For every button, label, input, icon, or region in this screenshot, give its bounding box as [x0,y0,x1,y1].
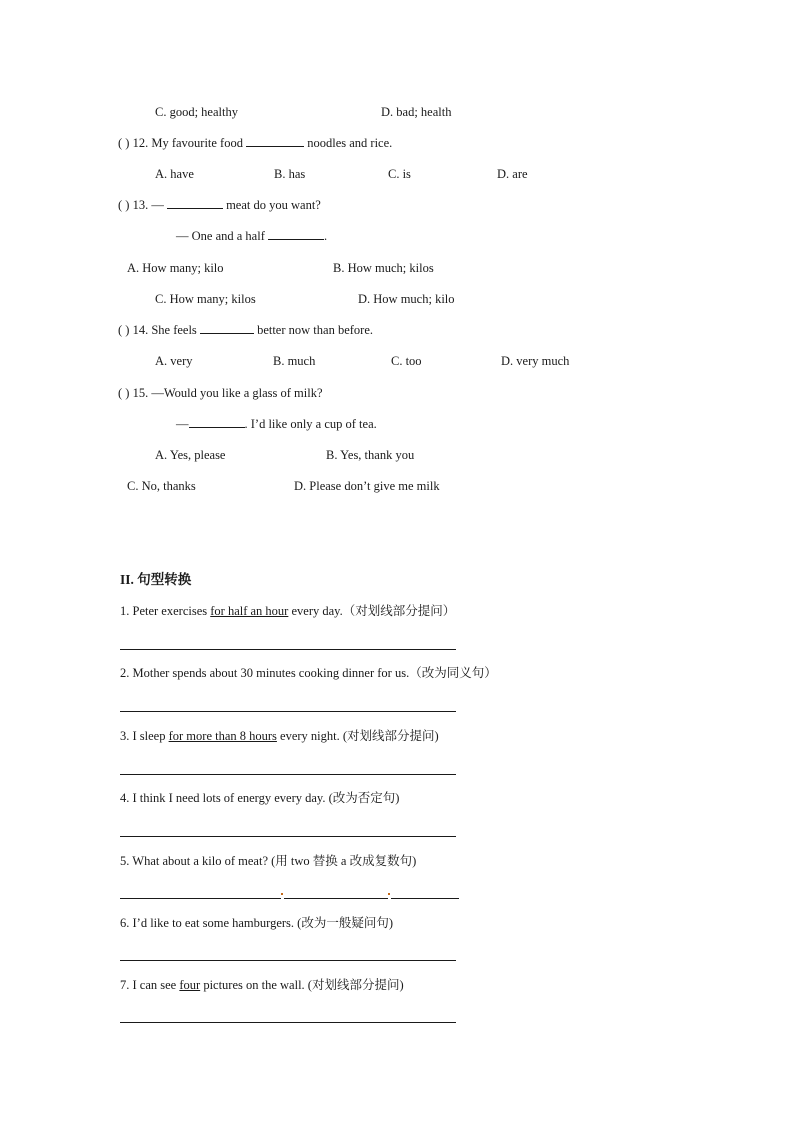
answer-text: . I’d like only a cup of tea. [244,417,377,431]
answer-line[interactable] [120,836,456,837]
answer-line-segment-1[interactable] [120,898,281,899]
comma-mark [388,893,390,895]
question-text: noodles and rice. [307,136,393,150]
answer-line[interactable] [120,960,456,961]
answer-text: . [323,229,328,243]
q13-option-c: C. How many; kilos [155,292,256,306]
fill-blank[interactable] [246,135,304,147]
q15-option-a: A. Yes, please [155,448,226,462]
q14-option-d: D. very much [501,354,570,368]
section-heading: II. 句型转换 [120,572,192,587]
answer-paren[interactable]: ( ) [118,323,130,337]
q13-stem [118,197,321,213]
q11-option-c: C. good; healthy [155,105,238,119]
q15-stem [118,385,323,401]
q14-option-a: A. very [155,354,193,368]
answer-line[interactable] [120,1022,456,1023]
q13-option-a: A. How many; kilo [127,261,224,275]
question-text: meat do you want? [226,198,321,212]
q11-option-d: D. bad; health [381,105,452,119]
question-text: 14. She feels [132,323,197,337]
q12-option-d: D. are [497,167,528,181]
underlined-phrase: for half an hour [210,604,289,618]
item-text: 7. I can see [120,978,180,992]
answer-paren[interactable]: ( ) [118,136,130,150]
question-text: 15. —Would you like a glass of milk? [132,386,323,400]
answer-line-segment-2[interactable] [284,898,388,899]
question-text: 13. — [132,198,164,212]
q12-option-c: C. is [388,167,411,181]
q15-option-c: C. No, thanks [127,479,196,493]
fill-blank[interactable] [189,416,245,428]
underlined-phrase: four [179,978,201,992]
item-text: 1. Peter exercises [120,604,211,618]
comma-mark [281,893,283,895]
transform-item-7 [120,977,404,993]
q14-option-b: B. much [273,354,316,368]
q13-option-d: D. How much; kilo [358,292,455,306]
question-text: 12. My favourite food [132,136,243,150]
answer-line[interactable] [120,649,456,650]
q12-option-a: A. have [155,167,194,181]
fill-blank[interactable] [268,228,324,240]
item-text: every day.（对划线部分提问） [288,604,456,618]
answer-line-segment-3[interactable] [391,898,459,899]
underlined-phrase: for more than 8 hours [168,729,277,743]
q13-answer [176,228,327,244]
transform-item-2: 2. Mother spends about 30 minutes cooking dinner for us.（改为同义句） [120,666,497,680]
answer-paren[interactable]: ( ) [118,386,130,400]
fill-blank[interactable] [167,197,223,209]
fill-blank[interactable] [200,322,254,334]
question-text: better now than before. [257,323,373,337]
q13-option-b: B. How much; kilos [333,261,434,275]
answer-paren[interactable]: ( ) [118,198,130,212]
answer-line[interactable] [120,774,456,775]
transform-item-6: 6. I’d like to eat some hamburgers. (改为一般疑问句) [120,916,393,930]
answer-text: — [176,417,189,431]
answer-line[interactable] [120,711,456,712]
q14-stem [118,322,373,338]
item-text: every night. (对划线部分提问) [276,729,439,743]
transform-item-3 [120,728,439,744]
q12-option-b: B. has [274,167,306,181]
item-text: pictures on the wall. (对划线部分提问) [200,978,404,992]
item-text: 3. I sleep [120,729,169,743]
q15-option-d: D. Please don’t give me milk [294,479,440,493]
q12-stem [118,135,392,151]
q15-answer [176,416,377,432]
answer-text: — One and a half [176,229,265,243]
q15-option-b: B. Yes, thank you [326,448,415,462]
transform-item-5: 5. What about a kilo of meat? (用 two 替换 a 改成复数句) [120,854,417,868]
transform-item-4: 4. I think I need lots of energy every day. (改为否定句) [120,791,400,805]
transform-item-1 [120,603,455,619]
q14-option-c: C. too [391,354,422,368]
